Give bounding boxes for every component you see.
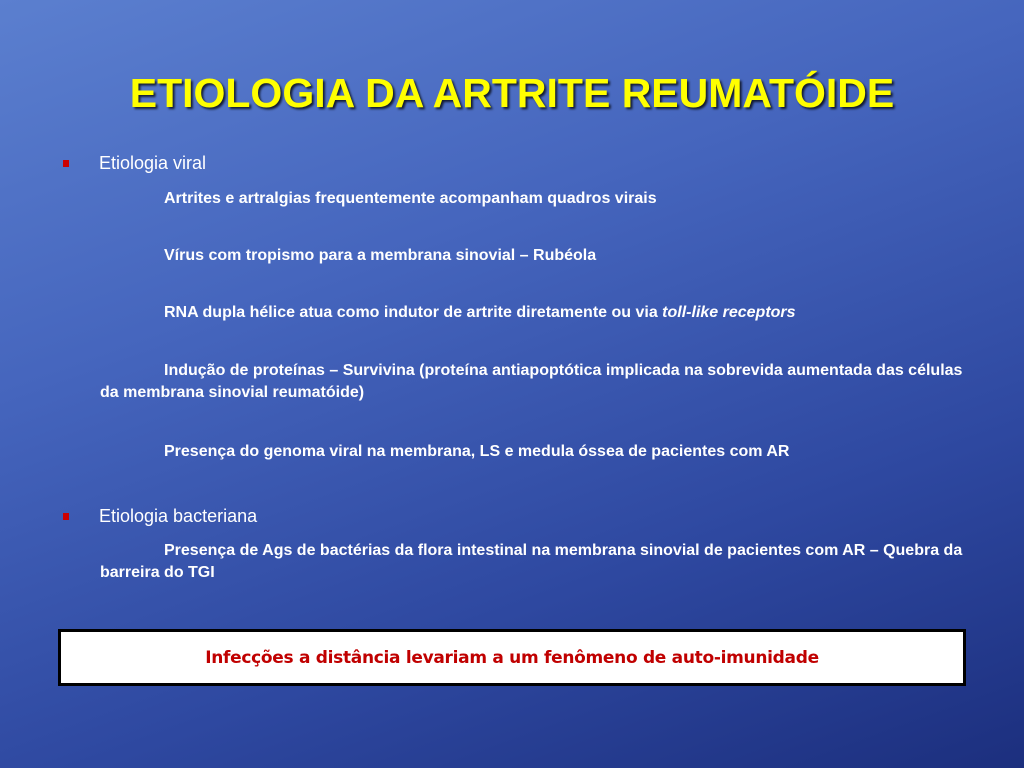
sub-item-text: RNA dupla hélice atua como indutor de artrite diretamente ou via (164, 304, 663, 321)
sub-item-5 (100, 441, 970, 463)
bullet-etiologia-viral (60, 153, 206, 174)
sub-item-italic-text: toll-like receptors (662, 304, 796, 321)
section-heading: Etiologia viral (99, 153, 207, 173)
section-heading: Etiologia bacteriana (99, 506, 258, 526)
sub-item-3 (100, 302, 970, 324)
sub-item-text: Indução de proteínas – Survivina (proteína antiapoptótica implicada na sobrevida aumentada das células da membrana sinovial reumatóide) (100, 362, 963, 401)
sub-item-text: Presença do genoma viral na membrana, LS e medula óssea de pacientes com AR (164, 443, 790, 460)
sub-item-2 (100, 245, 970, 267)
sub-item-4 (100, 360, 970, 404)
sub-item-text: Artrites e artralgias frequentemente acompanham quadros virais (164, 190, 657, 207)
square-bullet-icon (63, 513, 69, 520)
bullet-etiologia-bacteriana (60, 506, 257, 527)
slide-title: ETIOLOGIA DA ARTRITE REUMATÓIDE (129, 70, 895, 116)
callout-text: Infecções a distância levariam a um fenômeno de auto-imunidade (205, 647, 819, 668)
sub-item-text: Presença de Ags de bactérias da flora intestinal na membrana sinovial de pacientes com AR – Quebra da barreira do TGI (100, 542, 963, 581)
callout-box (58, 629, 966, 686)
sub-item-6 (100, 540, 970, 584)
sub-item-text: Vírus com tropismo para a membrana sinovial – Rubéola (164, 247, 597, 264)
square-bullet-icon (63, 160, 69, 167)
sub-item-1 (100, 188, 970, 210)
